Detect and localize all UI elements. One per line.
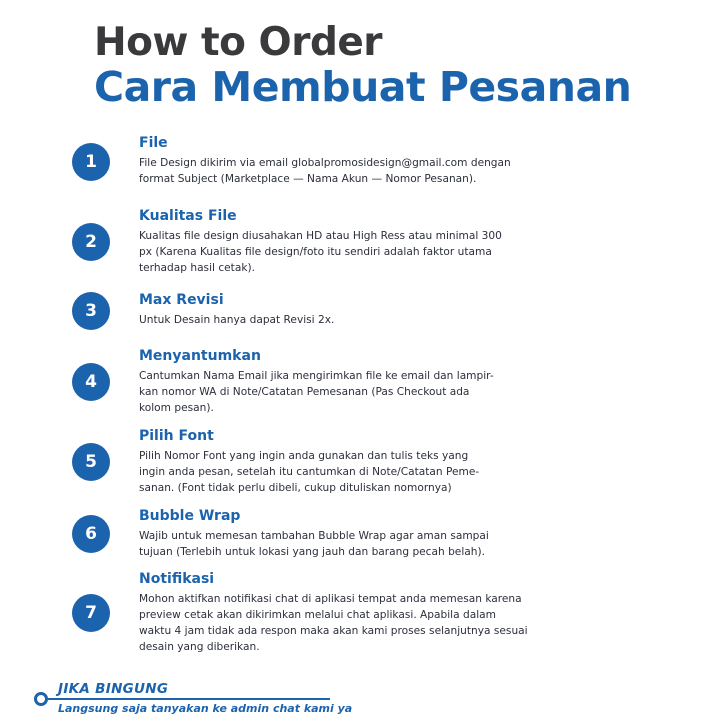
step-description-line: terhadap hasil cetak). <box>139 262 255 274</box>
step-title: Bubble Wrap <box>139 508 241 524</box>
step-description-line: Mohon aktifkan notifikasi chat di aplikasi tempat anda memesan karena <box>139 593 522 605</box>
step-title: File <box>139 135 168 151</box>
page-subtitle: Cara Membuat Pesanan <box>94 63 632 111</box>
step-description-line: Wajib untuk memesan tambahan Bubble Wrap agar aman sampai <box>139 530 489 542</box>
page-title: How to Order <box>94 20 383 65</box>
step-title: Pilih Font <box>139 428 214 444</box>
step-description <box>139 312 564 328</box>
step-description-line: tujuan (Terlebih untuk lokasi yang jauh dan barang pecah belah). <box>139 546 485 558</box>
step-description-line: sanan. (Font tidak perlu dibeli, cukup dituliskan nomornya) <box>139 482 452 494</box>
step-description-line: Kualitas file design diusahakan HD atau High Ress atau minimal 300 <box>139 230 502 242</box>
step-description-line: ingin anda pesan, setelah itu cantumkan di Note/Catatan Peme- <box>139 466 480 478</box>
step-number-badge: 5 <box>72 443 110 481</box>
step-number-badge: 7 <box>72 594 110 632</box>
step-title: Menyantumkan <box>139 348 261 364</box>
step-description-line: waktu 4 jam tidak ada respon maka akan kami proses selanjutnya sesuai <box>139 625 528 637</box>
step-title: Max Revisi <box>139 292 224 308</box>
step-description-line: format Subject (Marketplace — Nama Akun — Nomor Pesanan). <box>139 173 477 185</box>
step-description-line: Cantumkan Nama Email jika mengirimkan file ke email dan lampir- <box>139 370 494 382</box>
step-description-line: px (Karena Kualitas file design/foto itu sendiri adalah faktor utama <box>139 246 492 258</box>
step-description <box>139 368 564 416</box>
step-description-line: kolom pesan). <box>139 402 214 414</box>
step-description <box>139 591 564 655</box>
step-number-badge: 4 <box>72 363 110 401</box>
footer-subtitle: Langsung saja tanyakan ke admin chat kami ya <box>58 702 353 715</box>
bullet-circle-icon <box>34 692 48 706</box>
step-title: Kualitas File <box>139 208 237 224</box>
step-description-line: Pilih Nomor Font yang ingin anda gunakan dan tulis teks yang <box>139 450 469 462</box>
step-description-line: preview cetak akan dikirimkan melalui chat aplikasi. Apabila dalam <box>139 609 496 621</box>
footer-divider <box>48 698 330 700</box>
step-description <box>139 155 564 187</box>
step-number-badge: 6 <box>72 515 110 553</box>
step-description-line: File Design dikirim via email globalpromosidesign@gmail.com dengan <box>139 157 511 169</box>
step-description <box>139 228 564 276</box>
help-footer <box>30 678 353 718</box>
step-number-badge: 1 <box>72 143 110 181</box>
step-number-badge: 2 <box>72 223 110 261</box>
footer-title: JIKA BINGUNG <box>58 681 169 697</box>
step-description-line: kan nomor WA di Note/Catatan Pemesanan (Pas Checkout ada <box>139 386 470 398</box>
step-description <box>139 528 564 560</box>
step-description-line: Untuk Desain hanya dapat Revisi 2x. <box>139 314 335 326</box>
step-description-line: desain yang diberikan. <box>139 641 260 653</box>
step-description <box>139 448 564 496</box>
step-title: Notifikasi <box>139 571 215 587</box>
step-number-badge: 3 <box>72 292 110 330</box>
